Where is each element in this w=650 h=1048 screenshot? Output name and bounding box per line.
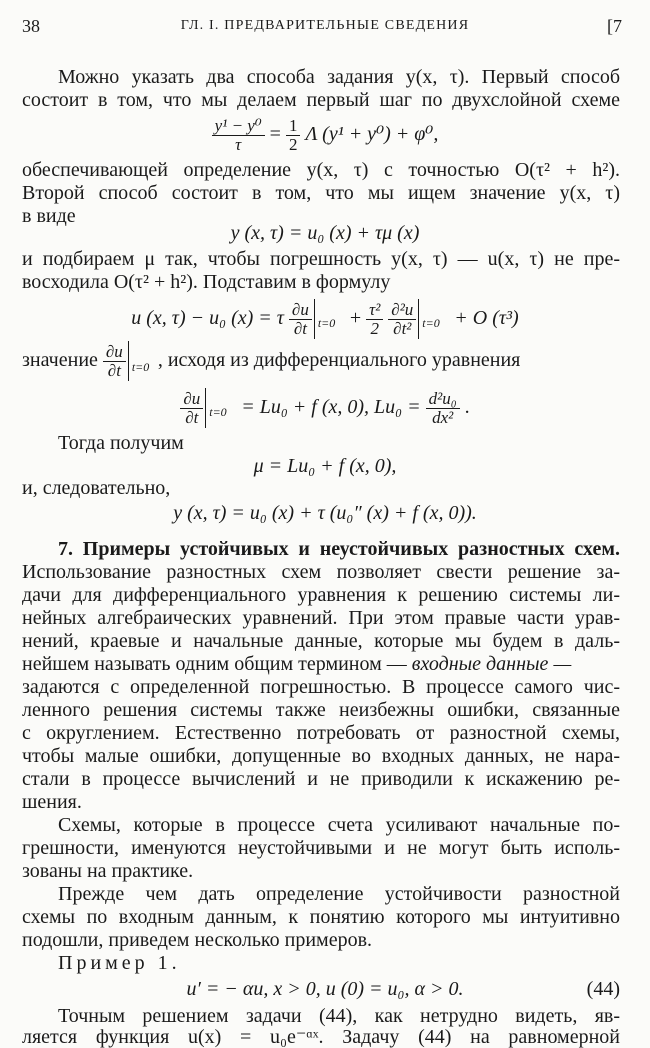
text-line: дачи для дифференциального уравнения к решению системы ли- [22,584,620,606]
text-line: Точным решением задачи (44), как нетрудно видеть, яв- [58,1005,620,1027]
text-line: схемы по входным данным, к понятию которого мы интуитивно [22,906,620,928]
text-line: в виде [22,205,76,227]
text-line: состоит в том, что мы делаем первый шаг по двухслойной схеме [22,89,620,111]
text-line: Второй способ состоит в том, что мы ищем значение y(x, τ) [22,182,620,204]
text-line: задаются с определенной погрешностью. В процессе самого чис- [22,676,620,698]
eq1-half: $\frac{1}{2}$ [286,117,301,154]
equation-6: y (x, τ) = u₀ (x) + τ (u₀″ (x) + f (x, 0)). [173,502,477,524]
text-line: нейных алгебраических уравнений. При этом правые части урав- [22,607,620,629]
term-input-data: входные данные — [411,653,572,675]
text-line: Использование разностных схем позволяет свести решение за- [22,561,620,583]
text-line: ленного решения системы также неизбежны ошибки, связанные [22,699,620,721]
running-header [0,16,650,40]
text-line: стали в процессе вычислений и не приводили к искажению ре- [22,768,620,790]
text-line: чтобы малые ошибки, допущенные во входных данных, не нара- [22,745,620,767]
text-line: Схемы, которые в процессе счета усиливают начальные по- [58,814,620,836]
equation-2: y (x, τ) = u₀ (x) + τμ (x) [230,222,420,244]
equation-5: μ = Lu₀ + f (x, 0), [253,455,397,477]
eq1-fraction: $\frac{\text{y¹ − y⁰}}{\tau}$ [212,117,265,154]
equation-3: u (x, τ) − u₀ (x) = τ $\frac{\partial u}{\partial t}$ t=0 + $\frac{\text{τ²}}{2}$ $\frac{\text{∂²u}}{\text{∂t²}}$ t=0 + O (τ³) [131,299,519,338]
equation-4: $\frac{\partial u}{\partial t}$ t=0 = Lu₀ + f (x, 0), Lu₀ = $\frac{\text{d²u₀}}{\text{dx²}}$ . [0,385,650,429]
corner-mark: [7 [607,16,622,36]
text-line: подошли, приведем несколько примеров. [22,929,373,951]
equation-number: (44) [586,978,620,1000]
equation-1: $\frac{\text{y¹ − y⁰}}{\tau}$ = $\frac{1}{2}$ Λ (y¹ + y⁰) + φ⁰, [0,113,650,155]
text-line: нейшем называть одним общим термином — входные данные — [22,653,572,675]
text-line: зованы на практике. [22,860,194,882]
text-line: ляется функция u(x) = u₀e⁻ᵅˣ. Задачу (44) на равномерной [22,1026,620,1048]
page-number: 38 [22,16,40,36]
text-line: Тогда получим [58,432,184,454]
section-heading: 7. Примеры устойчивых и неустойчивых разностных схем. [58,538,620,560]
text-line: восходила O(τ² + h²). Подставим в формулу [22,271,391,293]
text-line: значение $\frac{\partial u}{\partial t}$ t=0 , исходя из дифференциального уравнения [22,341,521,380]
text-line: и, следовательно, [22,477,171,499]
text-line: и подбираем μ так, чтобы погрешность y(x, τ) — u(x, τ) не пре- [22,248,620,270]
text-line: нений, краевые и начальные данные, которые мы будем в даль- [22,630,620,652]
example-label: Пример 1. [58,952,181,974]
text-line: шения. [22,791,82,813]
equation-44: u′ = − αu, x > 0, u (0) = u₀, α > 0. [186,978,464,1000]
text-line: грешности, именуются неустойчивыми и не могут быть исполь- [22,837,620,859]
chapter-title: ГЛ. I. ПРЕДВАРИТЕЛЬНЫЕ СВЕДЕНИЯ [180,18,470,33]
text-line: Прежде чем дать определение устойчивости разностной [58,883,620,905]
text-line: обеспечивающей определение y(x, τ) с точностью O(τ² + h²). [22,159,620,181]
text-line: Можно указать два способа задания y(x, τ). Первый способ [58,66,620,88]
text-line: с округлением. Естественно потребовать от разностной схемы, [22,722,620,744]
